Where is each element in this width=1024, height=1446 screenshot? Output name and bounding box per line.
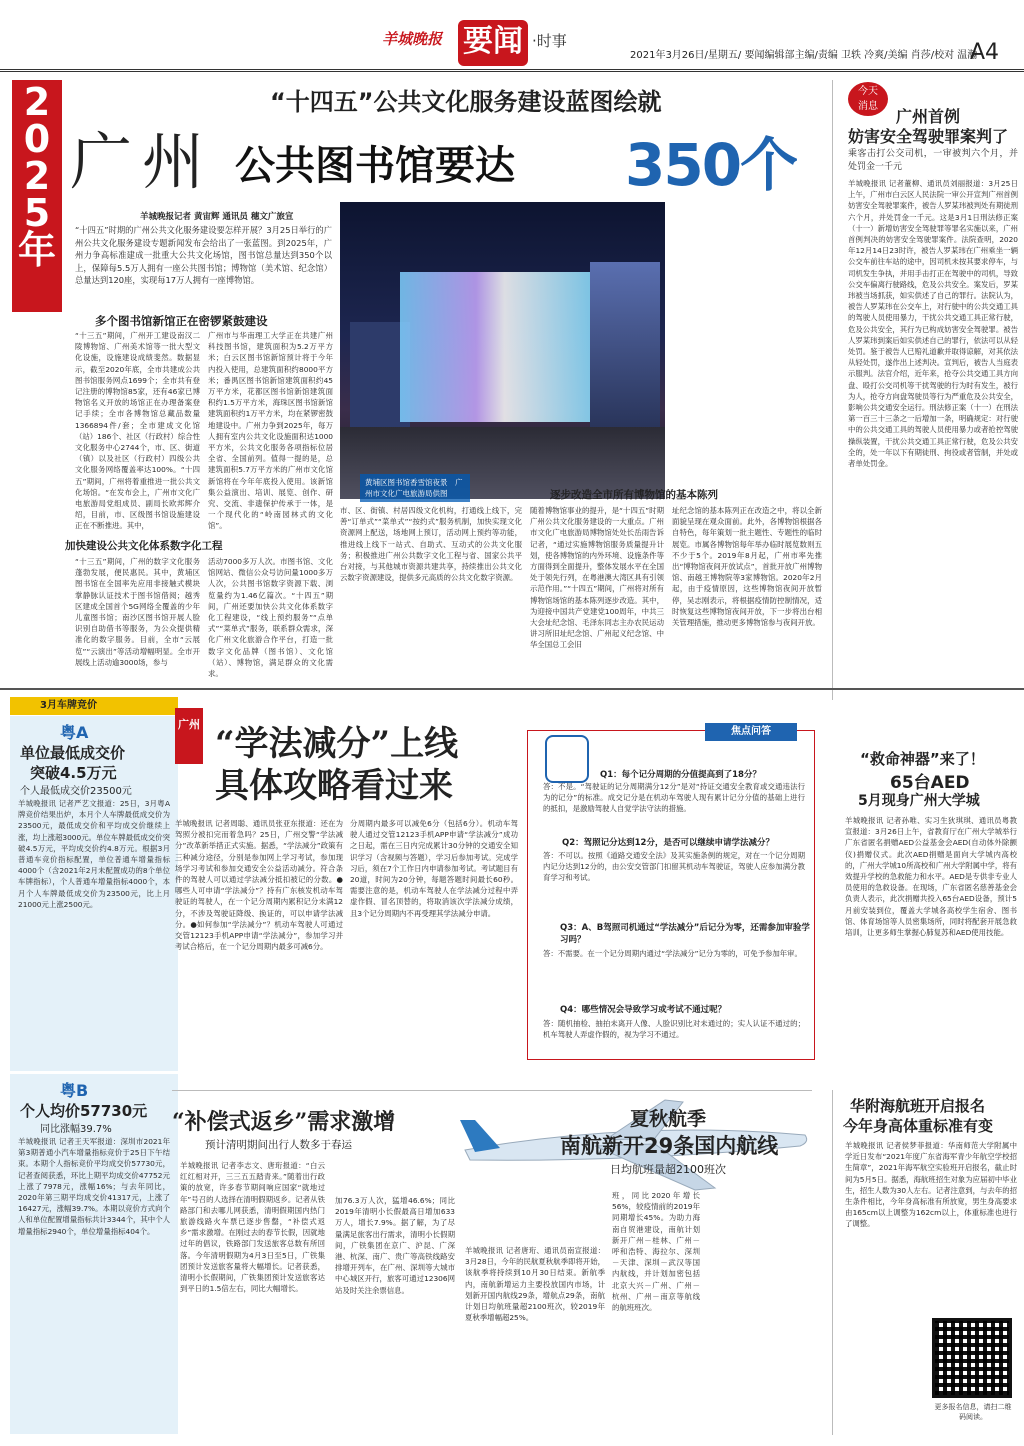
aed-title-1: “救命神器”来了！ xyxy=(860,750,985,768)
lead-col-5: “十三五”期间，广州的数字文化服务蓬勃发展，便民惠民。其中，黄埔区图书馆在全国率先应用非接触式模块掌静脉认证技术于图书馆借阅；越秀区建成全国首个5G网络全覆盖的少年儿童图书馆；南沙区图书馆开展人脸识别自助借书等服务，为公众提供精准化的数字服务。目前，全市“云展览”“云演出”等活动增幅明显。全市开展线上活动逾3000场，参与 xyxy=(75,557,200,667)
lead-subhead-2: 逐步改造全市所有博物馆的基本陈列 xyxy=(550,489,718,501)
aed-body: 羊城晚报讯 记者孙唯、实习生狄琪琪、通讯员粤教宣报道：3月26日上午，省教育厅在广州大学城举行广东省匿名捐赠AED公益基金会AED(自动体外除颤仪)捐赠仪式。此次AED捐赠是面向大学城内高校的，广州大学城10所高校和广州大学附属中学，将有效提升学校的急救能力和水平。AED是专供非专业人员使用的急救设备。在现场，广东省匿名慈善基金会负责人表示，此次捐赠共投入65台AED设备，预计5月前安装到位，覆盖大学城各高校学生宿舍、图书馆、体育场馆等人员密集场所，同时将配套开展急救培训，让更多师生掌握心肺复苏和AED使用技能。 xyxy=(845,816,1018,938)
photo-building-right xyxy=(590,262,660,432)
court-title-2: 妨害安全驾驶罪案判了 xyxy=(848,127,1009,146)
return-body-2: 加76.3万人次，猛增46.6%；同比2019年清明小长假最高日增加633万人，增长7.9%。据了解，为了尽量满足旅客出行需求，清明小长假期间，广铁集团在京广、沪昆、广深港、杭深、南广、贵广等高铁线路安排增开列车，在广州、深圳等大城市中心城区开行，旅客可通过12306网站及时关注余票信息。 xyxy=(335,1196,455,1295)
car-b-body: 羊城晚报讯 记者王天军报道：深圳市2021年第3期普通小汽车增量指标竞价于25日下午结束。本期个人指标竞价平均成交价57730元，记者查阅获悉，环比上期平均成交价47752元上涨了7978元，涨幅16%；与去年同比，2020年第三期平均成交价41317元，上涨了16427元，涨幅39.7%。本期以竞价方式向个人和单位配置增量指标共计3344个，其中个人增量指标2940个，单位增量指标404个。 xyxy=(18,1137,170,1236)
column-rule xyxy=(832,80,833,700)
flight-body: 羊城晚报讯 记者侯梦菲报道：华南师范大学附属中学近日发布“2021年度广东省海军青少年航空学校招生简章”，2021年海军航空实验班开启报名，截止时间为5月5日。据悉，海航班招生对象为应届初中毕业生，招生人数为30人左右。记者注意到，与去年的招生条件相比，今年身高标准有所放宽，男生身高要求由165cm以上调整为162cm以上，体重标准也进行了调整。 xyxy=(845,1141,1018,1229)
section-badge: 要闻 xyxy=(458,20,528,66)
year-banner: 2025年 xyxy=(12,80,62,312)
lead-title-num: 350个 xyxy=(625,131,797,199)
court-title-1: 广州首例 xyxy=(896,107,961,126)
badge-line-2: 消息 xyxy=(858,101,878,112)
lead-col-1: “十三五”期间，广州开工建设南汉二陵博物馆、广州美术馆等一批大型文化设施，设施建设成绩斐然。数据显示，截至2020年底，全市共建成公共图书馆服务网点1699个；全市共有登记注册的博物馆85家，还有46家已博物馆名义开放的场馆正在办理备案登记手续；全市各博物馆总藏品数量1366894件/套；全市建成文化馆（站）186个、社区（行政村）综合性文化服务中心2744个，市、区、街道（镇）以及社区（行政村）四级公共文化服务网络覆盖率达100%。“十四五”期间，广州将着重推进一批公共文化场馆。“在发布会上，广州市文化广电旅游局党组成员、副局长欧邦辉介绍，目前，市、区级图书馆设施建设正在不断推进。其中， xyxy=(75,331,200,531)
lead-subhead-3: 加快建设公共文化体系数字化工程 xyxy=(65,540,223,552)
newspaper-logo: 羊城晚报 xyxy=(382,30,443,48)
airline-title-1: 夏秋航季 xyxy=(630,1108,707,1130)
law-col-2: 分周期内最多可以减免6分（包括6分）。机动车驾驶人通过交管12123手机APP申请“学法减分”成功之日起，需在三日内完成累计30分钟的交通安全知识学习（含视频与答题），学习后参加考试。完成学习后，须在7个工作日内申请参加考试。考试题目有20道，时间为20分钟，每题答题时间最长60秒。需要注意的是，机动车驾驶人在学法减分过程中弄虚作假、冒名顶替的，将取消该次学法减分成绩，且3个记分周期内不再受理其学法减分申请。 xyxy=(350,819,518,918)
law-title-2: 具体攻略看过来 xyxy=(215,766,453,806)
car-a-body: 羊城晚报讯 记者严艺文报道：25日，3月粤A牌竞价结果出炉，本月个人车牌最低成交价为23500元，最低成交价和平均成交价继续上涨，均上涨超3000元。单位车牌最低成交价突破4.5万元，平均成交价约4.8万元。根据3月普通车竞价指标配置，单位普通车增量指标4000个（含2021年2月未配置成功的8个单位车牌指标），个人普通车增量指标4000个，本月个人车牌最低成交价为23500元，比上月21000元上涨2500元。 xyxy=(18,799,170,909)
photo-library-building xyxy=(400,272,590,422)
lead-subhead-1: 多个图书馆新馆正在密锣紧鼓建设 xyxy=(95,314,268,328)
car-a-title-1: 单位最低成交价 xyxy=(20,744,126,762)
qr-code[interactable] xyxy=(932,1318,1012,1398)
court-body: 羊城晚报讯 记者董柳、通讯员刘丽报道：3月25日上午，广州市白云区人民法院一审公开宣判广州首例妨害安全驾驶罪案件，被告人罗某玮被判处有期徒刑六个月，并处罚金一千元。这是3月1日刑法修正案（十一）新增妨害安全驾驶罪等罪名实施以来，广州首例判决的妨害安全驾驶罪案件。法院查明，2020年12月14日23时许，被告人罗某玮在广州乘坐一辆公交车前往车站的途中，因司机未按其要求停车，与司机发生争执，并用手击打正在驾驶中的司机，导致公交车偏离行驶路线，危及公共安全。案发后，罗某玮被当场抓获，如实供述了自己的罪行。法院认为，被告人罗某玮在公交车上，对行驶中的公共交通工具的驾驶人员使用暴力，干扰公共交通工具正常行驶，危及公共安全，其行为已构成妨害安全驾驶罪。被告人罗某玮到案后如实供述自己的罪行，依法可以从轻处罚。鉴于被告人已赔礼道歉并取得谅解，对其依法从轻处罚，遂作出上述判决。宣判后，被告人当庭表示服判。法官介绍，近年来，抢夺公共交通工具方向盘、殴打公交司机等干扰驾驶的行为时有发生，被行为人，抢夺方向盘驾驶员等行为严重危及公共安全，影响公共交通安全运行。刑法修正案（十一）在刑法第一百三十三条之一后增加一条，明确规定：对行驶中的公共交通工具的驾驶人员使用暴力或者抢控驾驶操纵装置，干扰公共交通工具正常行驶，危及公共安全的，处一年以下有期徒刑、拘役或者管制，并处或者单处罚金。 xyxy=(848,179,1018,469)
aed-title-2: 65台AED xyxy=(890,773,970,793)
car-b-title: 个人均价57730元 xyxy=(20,1102,148,1120)
aed-title-3: 5月现身广州大学城 xyxy=(858,793,980,809)
airline-body: 羊城晚报讯 记者唐珩、通讯员南宣报道：3月28日，今年的民航夏秋航季即将开始，该航季将持续到10月30日结束。新航季内，南航新增运力主要投放国内市场，计划新开国内航线29条，增航点29条，南航计划日均航班量超2100班次，较2019年夏秋季增幅超25%。 xyxy=(465,1246,605,1323)
airline-deck: 日均航班量超2100班次 xyxy=(610,1163,726,1176)
column-rule-2 xyxy=(832,1090,833,1435)
qa-a3: 答：不需要。在一个记分周期内通过“学法减分”记分为零的，可免予参加年审。 xyxy=(543,949,802,958)
library-night-photo xyxy=(340,202,665,499)
qr-note: 更多报名信息，请扫二维码阅读。 xyxy=(934,1403,1012,1421)
photo-caption: 黄埔区图书馆香雪馆夜景 广州市文化广电旅游局供图 xyxy=(360,474,470,502)
lead-col-4: 址纪念馆的基本陈列正在改造之中，将以全新面貌呈现在观众面前。此外，各博物馆根据各自特色，每年策划一批主题性、专题性的临时展览。市属各博物馆每年举办临时展览数则五不少于5个。2019年8月起，广州市率先推出“博物馆夜间开放试点”，首批开放广州博物馆、南越王博物院等3家博物馆。2020年2月起，由于疫情原因，这些博物馆夜间开放暂停，吴志刚表示，将根据疫情防控制情况，适时恢复这些博物馆夜间开放，下一步将出台相关管理措施，推动更多博物馆参与夜间开放。 xyxy=(672,506,822,628)
qa-a4: 答：随机抽检、抽拍未离开人像、人脸识别比对未通过的；实人认证不通过的；机车驾驶人弄虚作假的，视为学习不通过。 xyxy=(543,1019,805,1040)
law-city-tag: 广州 xyxy=(175,708,203,764)
car-a-title-2: 突破4.5万元 xyxy=(30,764,117,782)
lead-col-3: 随着博物馆事业的提升，是“十四五”时期广州公共文化服务建设的一大重点。广州市文化广电旅游局博物馆处处长岳雨告诉记者，“通过实施博物馆服务质量提升计划，使各博物馆的内外环境、设施条件等方面得到全面提升，整体发展水平在全国处于领先行列，在粤港澳大湾区具有引领示范作用。”“十四五”期间，广州将对所有博物馆场馆的基本陈列逐步改造。其中，为迎接中国共产党建党100周年，中共三大会址纪念馆、毛泽东同志主办农民运动讲习所旧址纪念馆、广州起义纪念馆、中华全国总工会旧 xyxy=(530,506,664,650)
qa-tag: 焦点问答 xyxy=(705,723,797,741)
qa-q2: Q2：驾照记分达到12分，是否可以继续申请学法减分？ xyxy=(562,838,774,848)
airline-title-2: 南航新开29条国内航线 xyxy=(560,1134,779,1158)
qa-q3: Q3：A、B驾照司机通过“学法减分”后记分为零，还需参加审验学习吗？ xyxy=(560,923,810,945)
lead-col-7: 市、区、街镇、村居四级文化机构，打通线上线下，完善“订单式”“菜单式”“按约式”服务机制，加快实现文化资源网上配送，场地网上预订，活动网上预约等功能，推进线上线下一站式、自助式、互动式的公共文化服务；积极推进广州公共数字文化工程与省、国家公共平台对接，与其他城市资源共建共享，持续推出公共文化云数字资源建设，提供多元高质的公共文化数字资源。 xyxy=(340,506,522,583)
car-b-label: 粤B xyxy=(60,1081,89,1100)
lead-col-2: 广州市与华南理工大学正在共建广州科技图书馆，建筑面积为5.2万平方米；白云区图书馆新馆预计将于今年内投入使用，总建筑面积约8000平方米；番禺区图书馆新馆建筑面积约45万平方米，花都区图书馆新馆建筑面积约1.5万平方米，海珠区图书馆新馆建筑面积约1万平方米，均在紧锣密鼓地建设中。广州力争到2025年，每万人拥有室内公共文化设施面积达1000平方米，公共文化服务各项指标位居全省、全国前列。值得一提的是，总建筑面积5.7万平方米的广州市文化馆新馆将在今年年底投入使用。该新馆集公益演出、培训、展览、创作、研究、交流、非遗保护传承于一体，是一个现代化的“岭南园林式的文化馆”。 xyxy=(208,331,333,531)
lead-col-6: 活动7000多万人次。市图书馆、文化馆网站、微信公众号访问量1000多万人次，公共图书馆数字资源下载、浏览量约为1.46亿篇次。“十四五”期间，广州还要加快公共文化体系数字化工程建设，“线上预约服务”“点单式”“菜单式”服务，联系群众需求，深化广州文化旅游合作平台，打造一批数字文化品牌（图书馆）、文化馆（站）、博物馆，满足群众的文化需求。 xyxy=(208,557,333,679)
lead-byline: 羊城晚报记者 黄宙辉 通讯员 穗文广旅宣 xyxy=(140,212,294,222)
lead-intro: “十四五”时期的广州公共文化服务建设要怎样开展？3月25日举行的广州公共文化服务建设专题新闻发布会给出了一张蓝图。到2025年，广州力争高标准建成一批重大公共文化场馆，图书馆总量达到350个以上，保障每5.5万人拥有一座公共图书馆；博物馆（美术馆、纪念馆）总量达到120座，实现每17万人拥有一座博物馆。 xyxy=(75,225,332,285)
qa-q4: Q4：哪些情况会导致学习或考试不通过呢？ xyxy=(560,1005,727,1015)
return-body: 羊城晚报讯 记者李志文、唐珩报道：“白云红红相对开，三三五五踏青来。”随着出行政策的放宽，许多春节期间响应国家“就地过年”号召的人选择在清明假期返乡。记者从铁路部门和去哪儿网获悉，清明假期国内热门旅游线路火车票已逐步售罄，“补偿式返乡”需求激增。在刚过去的春节长假，因就地过年的倡议，铁路部门发送旅客总数有所回落。今年清明假期为4月3日至5日，广铁集团预计发送旅客量将大幅增长。记者获悉，清明小长假期间，广铁集团预计发送旅客达到平日的1.5倍左右，同比大幅增长。 xyxy=(180,1161,325,1294)
today-news-badge xyxy=(848,82,888,116)
law-col-1: 羊城晚报讯 记者周聪、通讯员张亚东报道：还在为驾照分被扣完而着急吗？25日，广州交警“学法减分”改革新举措正式实施。据悉，“学法减分”政策有三种减分途径，分别是参加网上学习考试，参加现场学习考试和参加交通安全公益活动减分。符合条件的驾驶人可以通过学法减分抵扣被记的分数。●哪些人可申请“学法减分”？持有广东核发机动车驾驶证的驾驶人，在一个记分周期内累积记分未满12分，不涉及驾驶证降级、换证的，可以申请学法减分。●如何参加“学法减分”？机动车驾驶人可通过交管12123手机APP申请“学法减分”，参加学习并考试合格后，在一个记分周期内最多可减6分。 xyxy=(175,819,343,952)
qa-q1: Q1：每个记分周期的分值提高到了18分？ xyxy=(600,770,761,780)
badge-line-1: 今天 xyxy=(858,86,878,97)
law-title-1: “学法减分”上线 xyxy=(215,724,459,764)
lead-kicker: “十四五”公共文化服务建设蓝图绘就 xyxy=(270,88,662,116)
car-a-deck: 个人最低成交价23500元 xyxy=(20,786,132,797)
court-deck: 乘客击打公交司机，一审被判六个月，并处罚金一千元 xyxy=(848,149,1018,172)
airline-body-2: 班，同比2020年增长56%，较疫情前的2019年同期增长45%。为助力海南自贸港建设，南航计划新开广州－桂林、广州－呼和浩特、海拉尔、深圳－天津、深圳－武汉等国内航线，并计划加密包括北京大兴－广州、广州－杭州、广州－南京等航线的航班班次。 xyxy=(612,1191,700,1313)
flight-title-2: 今年身高体重标准有变 xyxy=(843,1117,994,1135)
car-plate-tag: 3月车牌竞价 xyxy=(10,697,178,715)
qa-a2: 答：不可以。按照《道路交通安全法》及其实施条例的规定，对在一个记分周期内记分达到12分的，由公安交管部门扣留其机动车驾驶证，驾驶人应参加满分教育学习和考试。 xyxy=(543,851,805,883)
return-deck: 预计清明期间出行人数多于春运 xyxy=(205,1139,352,1151)
lead-title-a: 广州 xyxy=(70,125,215,198)
return-title: “补偿式返乡”需求激增 xyxy=(172,1109,396,1135)
car-a-label: 粤A xyxy=(60,723,89,742)
page-number: A4 xyxy=(970,40,1000,65)
section-sub: ·时事 xyxy=(532,32,567,50)
section-divider xyxy=(0,688,1024,690)
edition-meta: 2021年3月26日/星期五/ 要闻编辑部主编/责编 卫轶 冷爽/美编 肖莎/校对 温瀚 xyxy=(630,50,978,61)
car-icon xyxy=(545,735,589,783)
car-b-deck: 同比涨幅39.7% xyxy=(40,1124,112,1135)
qa-a1: 答：不是。“驾驶证的记分周期满分12分”是对“持证交通安全教育或交通违法行为的记分”的标准。成交记分是在机动车驾驶人现有累计记分分值的基础上进行的抵扣，是激励驾驶人自觉学法守法的措施。 xyxy=(543,782,805,814)
lead-title-b: 公共图书馆要达 xyxy=(235,143,515,189)
page-header xyxy=(0,0,1024,72)
flight-title-1: 华附海航班开启报名 xyxy=(850,1097,986,1115)
